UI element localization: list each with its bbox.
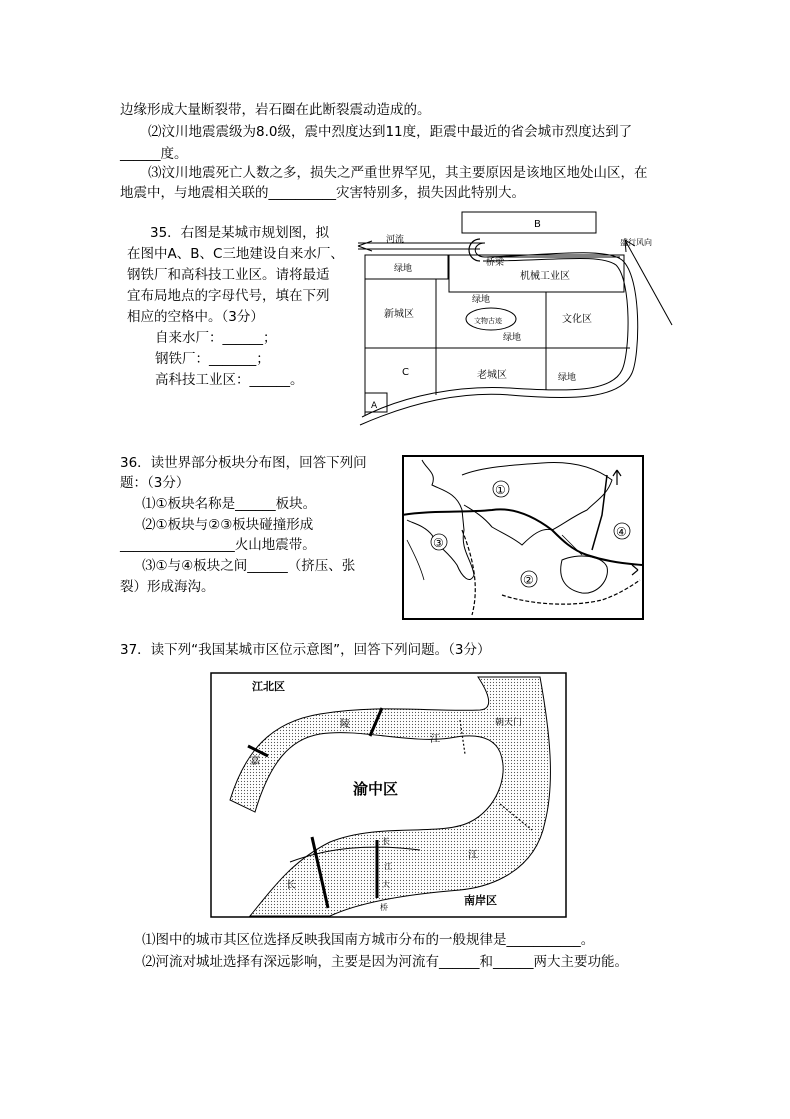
q34-line4: ⑶汶川地震死亡人数之多，损失之严重世界罕见，其主要原因是该地区地处山区，在 xyxy=(148,165,648,181)
q35-line8: 高科技工业区：______。 xyxy=(155,372,304,388)
plate-label-3: ③ xyxy=(433,536,444,550)
plate-label-4: ④ xyxy=(616,525,627,539)
q36-line1: 36．读世界部分板块分布图，回答下列问 xyxy=(120,455,367,471)
q35-line1: 35．右图是某城市规划图，拟 xyxy=(150,225,330,241)
q37-line2: ⑵河流对城址选择有深远影响，主要是因为河流有______和______两大主要功能。 xyxy=(142,954,628,970)
q36-line5: _________________火山地震带。 xyxy=(120,537,316,553)
map37-yuzhong: 渝中区 xyxy=(353,780,399,798)
map35-oldcity: 老城区 xyxy=(477,370,507,381)
map35-green4: 绿地 xyxy=(558,373,577,383)
q36-line2: 题：（3分） xyxy=(120,475,190,491)
map35-label-C: C xyxy=(402,367,409,378)
map37-dq3: 大 xyxy=(382,880,390,889)
map35-green2: 绿地 xyxy=(472,295,491,305)
map37-dq2: 江 xyxy=(384,862,392,871)
map37-jia: 嘉 xyxy=(250,756,260,767)
q37-title: 37．读下列“我国某城市区位示意图”，回答下列问题。（3分） xyxy=(120,642,491,658)
q35-line5: 相应的空格中。（3分） xyxy=(127,309,264,325)
q35-line6: 自来水厂：______； xyxy=(155,330,277,346)
q36-line3: ⑴①板块名称是______板块。 xyxy=(142,496,317,512)
map35-industry: 机械工业区 xyxy=(520,271,570,282)
q37-line1: ⑴图中的城市其区位选择反映我国南方城市分布的一般规律是___________。 xyxy=(142,932,595,948)
q34-line1: 边缘形成大量断裂带，岩石圈在此断裂震动造成的。 xyxy=(120,102,431,118)
q36-line7: 裂）形成海沟。 xyxy=(120,579,215,595)
map35-bridge: 桥梁 xyxy=(486,258,505,268)
plate-label-1: ① xyxy=(495,483,506,497)
map35-relic: 文物古迹 xyxy=(474,317,502,325)
q34-line5: 地震中，与地震相关联的__________灾害特别多，损失因此特别大。 xyxy=(120,185,525,201)
city-planning-map xyxy=(350,205,680,427)
map35-green3: 绿地 xyxy=(503,333,522,343)
q36-line4: ⑵①板块与②③板块碰撞形成 xyxy=(142,517,314,533)
map37-nanan: 南岸区 xyxy=(464,894,497,907)
q35-line3: 钢铁厂和高科技工业区。请将最适 xyxy=(127,267,330,283)
map35-newcity: 新城区 xyxy=(384,309,414,320)
map37-chang: 长 xyxy=(286,880,296,891)
map35-culture: 文化区 xyxy=(562,314,592,325)
q35-line4: 宜布局地点的字母代号，填在下列 xyxy=(127,288,330,304)
map37-jiang2: 江 xyxy=(468,850,478,861)
map37-jiang1: 江 xyxy=(430,734,440,745)
map37-dq1: 长 xyxy=(382,837,390,846)
q35-line7: 钢铁厂：_______； xyxy=(155,351,270,367)
q34-line3: ______度。 xyxy=(120,146,188,162)
map35-label-A: A xyxy=(371,401,378,411)
q36-line6: ⑶①与④板块之间______（挤压、张 xyxy=(142,558,356,574)
map35-wind-label: 盛行风向 xyxy=(620,238,652,247)
map35-river-label: 河流 xyxy=(386,235,405,245)
map35-green1: 绿地 xyxy=(394,264,413,274)
q34-line2: ⑵汶川地震震级为8.0级，震中烈度达到11度，距震中最近的省会城市烈度达到了 xyxy=(148,124,633,140)
plate-label-2: ② xyxy=(523,573,534,587)
map37-chaotianmen: 朝天门 xyxy=(495,718,523,728)
plate-map xyxy=(402,455,644,620)
map35-label-B: B xyxy=(534,219,541,230)
city-location-map xyxy=(210,672,567,918)
map37-dq4: 桥 xyxy=(380,903,388,912)
map37-jiangbei: 江北区 xyxy=(252,680,285,693)
map37-ling: 陵 xyxy=(340,719,350,730)
q35-line2: 在图中A、B、C三地建设自来水厂、 xyxy=(127,246,344,262)
